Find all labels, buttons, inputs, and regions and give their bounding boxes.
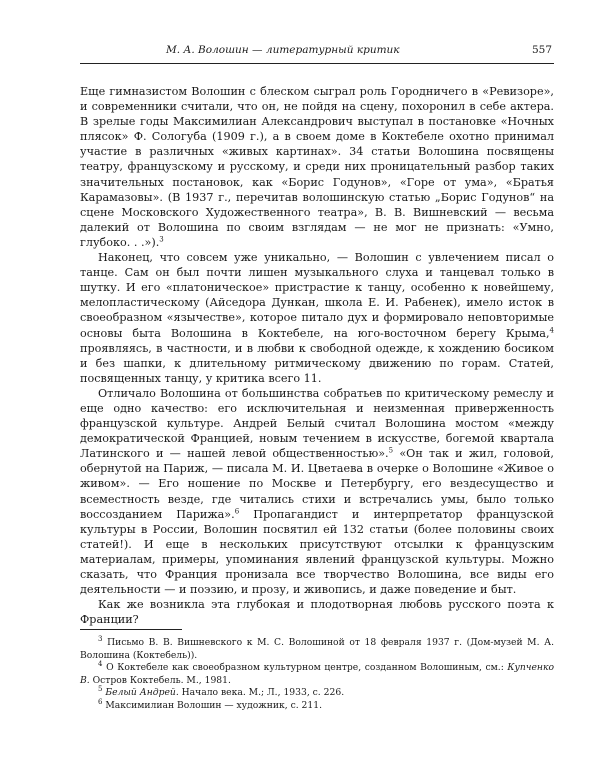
footnote-5: $^5$ Белый Андрей. Начало века. М.; Л., 1933, с. 226.	[98, 685, 345, 699]
running-title: М. А. Волошин — литературный критик	[166, 44, 400, 56]
page-number: 557	[531, 44, 552, 56]
footnote-ref-5: 5	[388, 446, 394, 455]
paragraph-theatre: Еще гимназистом Волошин с блеском сыграл роль Городничего в «Ревизоре», и современники считали, что он, не пойдя на сцену, похоронил в себе актера. В зрелые годы Максимилиан Александрович выступал в постановке «Ночных плясок» Ф. Сологуба (1909 г.), а в своем доме в Коктебеле охотно принимал участие в различных «живых картинах». 34 статьи Волошина посвящены театру, французскому и русскому, и среди них проницательный разбор таких значительных постановок, как «Борис Годунов», «Горе от ума», «Братья Карамазовы». (В 1937 г., перечитав волошинскую статью „Борис Годунов“ на сцене Московского Художественного театра», В. В. Вишневский — весьма далекий от Волошина по своим взглядам — не мог не признать: «Умно, глубоко. . .»).$^3$	[80, 85, 554, 249]
footnote-divider	[80, 629, 182, 630]
footnotes	[80, 634, 555, 713]
footnote-3: $^3$ Письмо В. В. Вишневского к М. С. Волошиной от 18 февраля 1937 г. (Дом-музей М. А. Волошина (Коктебель)).	[80, 634, 554, 661]
paragraph-france: Отличало Волошина от большинства собратьев по критическому ремеслу и еще одно качество: его исключительная и неизменная приверженность французской культуре. Андрей Белый считал Волошина мостом «между демократической Францией, новым течением в искусстве, богемой квартала Латинского и — нашей левой общественностью».$^5$ «Он так и жил, головой, обернутой на Париж, — писала М. И. Цветаева в очерке о Волошине «Живое о живом». — Его ношение по Москве и Петербургу, его вездесущество и всеместность везде, где читались стихи и встречались умы, было только воссозданием Парижа».$^6$ Пропагандист и интерпретатор французской культуры в России, Волошин посвятил ей 132 статьи (более половины своих статей!). И еще в нескольких присутствуют отсылки к французским материалам, примеры, упоминания явлений французской культуры. Можно сказать, что Франция пронизала все творчество Волошина, все виды его деятельности — и поэзию, и прозу, и живопись, и даже поведение и быт.	[80, 386, 554, 597]
footnote-ref-6: 6	[234, 506, 240, 515]
footnote-author: Купченко В.	[80, 662, 555, 686]
body-text	[80, 84, 554, 627]
footnote-ref-4: 4	[549, 325, 554, 334]
footnote-6: $^6$ Максимилиан Волошин — художник, с. 211.	[98, 697, 323, 711]
paragraph-dance: Наконец, что совсем уже уникально, — Волошин с увлечением писал о танце. Сам он был почти лишен музыкального слуха и танцевал только в шутку. И его «платоническое» пристрастие к танцу, особенно к новейшему, мелопластическому (Айседора Дункан, школа Е. И. Рабенек), имело исток в своеобразном «язычестве», которое питало дух и формировало неповторимые основы быта Волошина в Коктебеле, на юго-восточном берегу Крыма,$^4$ проявляясь, в частности, и в любви к свободной одежде, к хождению босиком и без шапки, к длительному ритмическому движению по горам. Статей, посвященных танцу, у критика всего 11.	[80, 251, 554, 385]
paragraph-question: Как же возникла эта глубокая и плодотворная любовь русского поэта к Франции?	[80, 598, 554, 627]
footnote-4: $^4$ О Коктебеле как своеобразном культурном центре, созданном Волошиным, см.: Купченко В. Остров Коктебель. М., 1981.	[80, 660, 555, 686]
footnote-ref-3: 3	[159, 235, 164, 244]
running-header	[80, 44, 554, 64]
footnote-author: Белый Андрей.	[105, 687, 179, 699]
